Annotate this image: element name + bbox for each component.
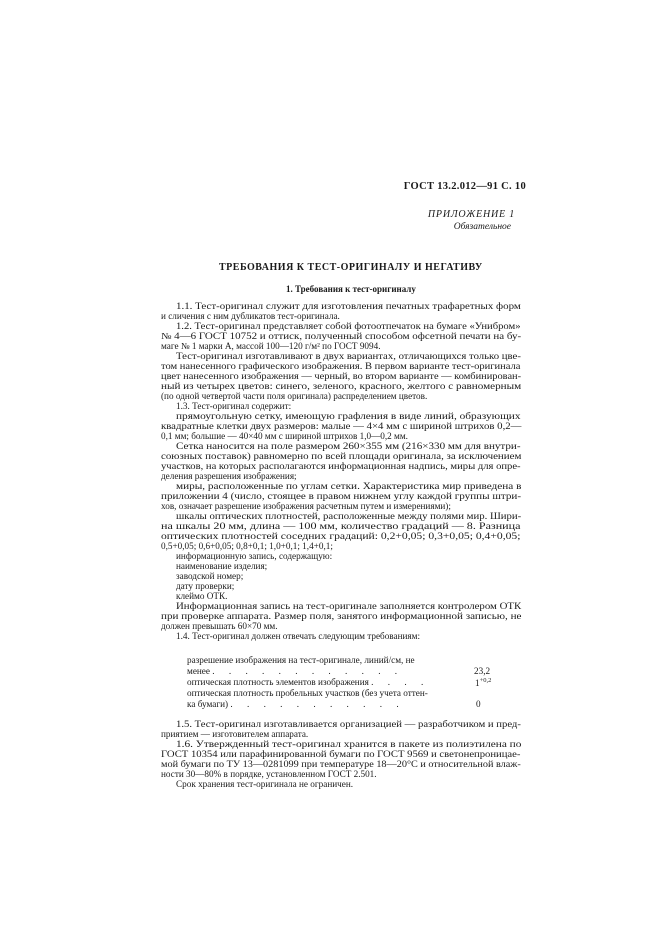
text-line: приложении 4 (число, стоящее в правом нижнем углу каждой группы штри- [161, 491, 522, 501]
requirement-value: 23,2 [474, 666, 491, 676]
text-line: наименование изделия; [176, 561, 268, 571]
requirement-row [187, 688, 428, 698]
requirement-label: менее [187, 666, 210, 676]
requirement-value: 0 [476, 699, 481, 709]
requirement-label: разрешение изображения на тест-оригинале, линий/см, не [187, 655, 415, 665]
text-line: заводской номер; [176, 571, 244, 581]
text-line: дату проверки; [176, 581, 235, 591]
text-line: оптических плотностей соседних градаций: 0,2+0,05; 0,3+0,05; 0,4+0,05; [161, 531, 521, 541]
text-line: маге № 1 марки А, массой 100—120 г/м² по ГОСТ 9094. [161, 341, 381, 351]
requirement-label: ка бумаги) [187, 699, 229, 709]
page-header: ГОСТ 13.2.012—91 С. 10 [403, 181, 526, 192]
text-line: при проверке аппарата. Размер поля, занятого информационной записью, не [161, 611, 522, 621]
text-line: 1.4. Тест-оригинал должен отвечать следующим требованиям: [176, 631, 421, 641]
text-line: 0,5+0,05; 0,6+0,05; 0,8+0,1; 1,0+0,1; 1,4+0,1; [161, 541, 333, 551]
text-line: 1.6. Утвержденный тест-оригинал хранится в пакете из полиэтилена по [176, 739, 522, 749]
text-line: цвет нанесенного изображения — черный, во втором варианте — комбинирован- [161, 371, 522, 381]
text-line: хов, означает разрешение изображения расчетным путем и измерениями); [161, 501, 451, 511]
section-title: 1. Требования к тест-оригиналу [286, 284, 416, 294]
text-line: ный из четырех цветов: синего, зеленого, красного, желтого с равномерным [161, 381, 522, 391]
text-line: ГОСТ 10354 или парафинированной бумаги по ГОСТ 9569 и светонепроницае- [161, 749, 521, 759]
requirement-label: оптическая плотность пробельных участков (без учета оттен- [187, 688, 428, 698]
text-line: клеймо ОТК. [176, 591, 228, 601]
text-line: союзных поставок) равномерно по всей площади оригинала, за исключением [161, 451, 522, 461]
text-line: шкалы оптических плотностей, расположенные между полями мир. Шири- [176, 511, 522, 521]
text-line: Тест-оригинал изготавливают в двух вариантах, отличающихся только цве- [176, 351, 521, 361]
text-line: том нанесенного графического изображения. В первом варианте тест-оригинала [161, 361, 521, 371]
text-line: деления разрешения изображения; [161, 471, 297, 481]
text-line: Сетка наносится на поле размером 260×355 мм (216×330 мм для внутри- [176, 441, 521, 451]
appendix-status: Обязательное [453, 222, 511, 232]
text-line: Информационная запись на тест-оригинале заполняется контролером ОТК [176, 601, 522, 611]
text-line: должен превышать 60×70 мм. [161, 621, 278, 631]
text-line: (по одной четвертой части поля оригинала) распределением цветов. [161, 391, 428, 401]
text-line: приятием — изготовителем аппарата. [161, 729, 309, 739]
text-line: мой бумаги по ТУ 13—0281099 при температуре 18—20°С и относительной влаж- [161, 759, 521, 769]
text-line: Срок хранения тест-оригинала не ограничен. [176, 779, 354, 789]
requirement-row [187, 666, 403, 676]
text-line: 1.3. Тест-оригинал содержит: [176, 401, 292, 411]
leader-dots: . . . . . . . . . . . [230, 699, 405, 709]
text-line: 1.5. Тест-оригинал изготавливается организацией — разработчиком и пред- [176, 719, 521, 729]
document-title: ТРЕБОВАНИЯ К ТЕСТ-ОРИГИНАЛУ И НЕГАТИВУ [219, 262, 483, 273]
appendix-label: ПРИЛОЖЕНИЕ 1 [427, 209, 515, 220]
leader-dots: . . . . . . . . . . . . [212, 666, 404, 676]
requirement-row [187, 677, 429, 687]
text-line: 1.2. Тест-оригинал представляет собой фотоотпечаток на бумаге «Унибром» [176, 321, 521, 331]
leader-dots: . . . . [371, 677, 430, 687]
requirement-row [187, 699, 405, 709]
text-line: на шкалы 20 мм, длина — 100 мм, количество градаций — 8. Разница [161, 521, 521, 531]
text-line: 0,1 мм; большие — 40×40 мм с шириной штрихов 1,0—0,2 мм. [161, 431, 408, 441]
text-line: и сличения с ним дубликатов тест-оригинала. [161, 311, 340, 321]
text-line: квадратные клетки двух размеров: малые — 4×4 мм с шириной штрихов 0,2— [161, 421, 522, 431]
text-line: 1.1. Тест-оригинал служит для изготовления печатных трафаретных форм [176, 301, 521, 311]
value-main: 1 [475, 678, 480, 689]
text-line: информационную запись, содержащую: [176, 551, 333, 561]
requirement-row [187, 655, 415, 665]
requirement-label: оптическая плотность элементов изображения [187, 677, 369, 687]
text-line: № 4—6 ГОСТ 10752 и оттиск, полученный способом офсетной печати на бу- [161, 331, 522, 341]
text-line: ности 30—80% в порядке, установленном ГОСТ 2.501. [161, 769, 377, 779]
text-line: прямоугольную сетку, имеющую графления в виде линий, образующих [176, 411, 521, 421]
value-tolerance: +0,2 [479, 677, 492, 684]
text-line: участков, на которых располагаются информационная надпись, миры для опре- [161, 461, 521, 471]
text-line: миры, расположенные по углам сетки. Характеристика мир приведена в [176, 481, 522, 491]
requirement-value [475, 677, 491, 688]
